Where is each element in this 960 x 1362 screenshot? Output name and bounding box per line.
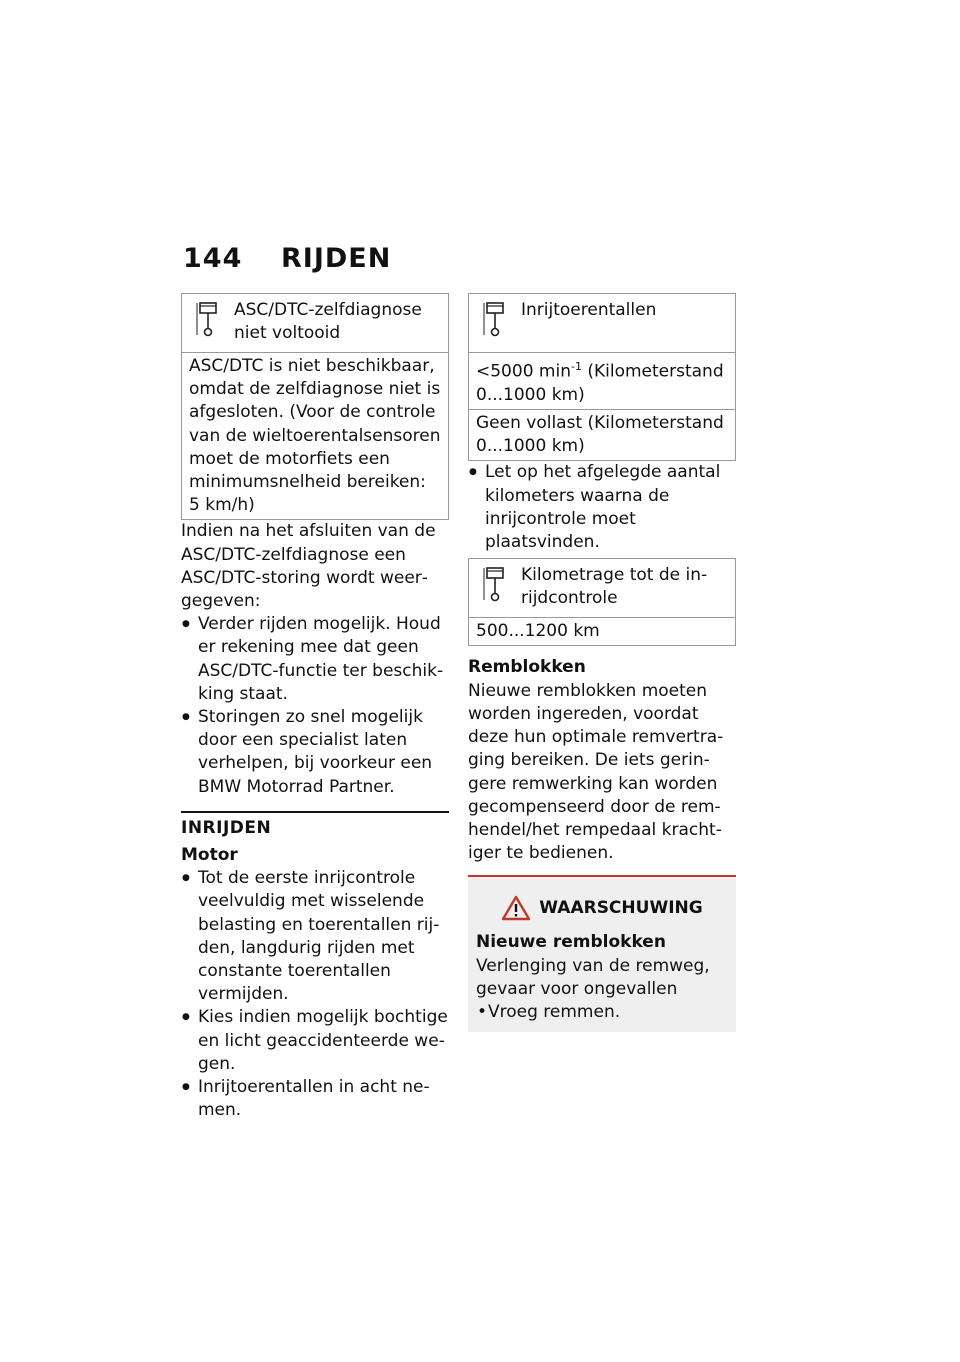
right-column	[468, 293, 736, 1032]
rpm-unit-exponent: -1	[570, 360, 582, 373]
list-item: ● Tot de eerste inrijcontrole veelvuldig met wisselende belasting en toerentallen rijden, langdurig rijden met constante toerentallen vermijden.	[181, 867, 449, 1006]
engine-piston-icon	[483, 566, 507, 612]
warning-label: WAARSCHUWING	[539, 897, 703, 918]
subheading-motor: Motor	[181, 845, 238, 866]
box-text: ASC/DTC is niet beschikbaar, omdat de zelfdiagnose niet is afgesloten. (Voor de controle van de wieltoerentalsensoren moet de motorfiets een minimumsnelheid bereiken: 5 km/h)	[189, 356, 441, 516]
subheading-remblokken: Remblokken	[468, 657, 586, 678]
warning-triangle-icon	[501, 895, 531, 921]
chapter-title: RIJDEN	[281, 243, 392, 274]
box-title: ASC/DTC-zelfdiagnose niet voltooid	[234, 300, 422, 344]
engine-piston-icon	[483, 301, 507, 347]
warning-title: Nieuwe remblokken	[476, 932, 666, 953]
list-item: ● Let op het afgelegde aantal kilometers waarna de inrijcontrole moet plaatsvinden.	[468, 461, 736, 554]
list-item: • Vroeg remmen.	[476, 1001, 728, 1024]
bullet-list-2	[181, 867, 449, 1122]
box-title: Kilometrage tot de inrijdcontrole	[521, 565, 708, 609]
box-row: Geen vollast (Kilometerstand 0...1000 km)	[476, 413, 724, 457]
list-item: ● Inrijtoerentallen in acht nemen.	[181, 1076, 449, 1122]
warning-box	[468, 875, 736, 1032]
list-item: ● Storingen zo snel mogelijk door een specialist laten verhelpen, bij voorkeur een BMW Motorrad Partner.	[181, 706, 449, 799]
brake-paragraph: Nieuwe remblokken moeten worden ingereden, voordat deze hun optimale remvertraging bereiken. De iets geringere remwerking kan worden gecompenseerd door de remhendel/het rempedaal krachtiger te bedienen.	[468, 680, 724, 864]
page-number: 144	[183, 243, 243, 274]
page-header	[183, 243, 391, 274]
break-in-rpm-box	[468, 293, 736, 461]
section-title: INRIJDEN	[181, 817, 272, 838]
rpm-note: (Kilometerstand 0...1000 km)	[476, 361, 724, 405]
rpm-value: <5000 min	[476, 361, 571, 382]
bullet-list-3	[468, 461, 736, 554]
box-row: 500...1200 km	[476, 621, 600, 642]
warning-list	[476, 1001, 728, 1024]
warning-header	[476, 895, 728, 921]
bullet-list-1	[181, 613, 449, 799]
engine-piston-icon	[196, 301, 220, 347]
box-title: Inrijtoerentallen	[521, 300, 657, 320]
left-column	[181, 293, 449, 1123]
list-item: ● Verder rijden mogelijk. Houd er rekening mee dat geen ASC/DTC-functie ter beschikking staat.	[181, 613, 449, 706]
asc-dtc-info-box	[181, 293, 449, 520]
list-item: ● Kies indien mogelijk bochtige en licht geaccidenteerde wegen.	[181, 1006, 449, 1076]
box-row	[469, 353, 735, 410]
warning-text: Verlenging van de remweg, gevaar voor ongevallen	[476, 955, 710, 999]
intro-paragraph: Indien na het afsluiten van de ASC/DTC-zelfdiagnose een ASC/DTC-storing wordt weergegeven:	[181, 521, 436, 612]
mileage-box	[468, 558, 736, 646]
section-divider	[181, 811, 449, 867]
